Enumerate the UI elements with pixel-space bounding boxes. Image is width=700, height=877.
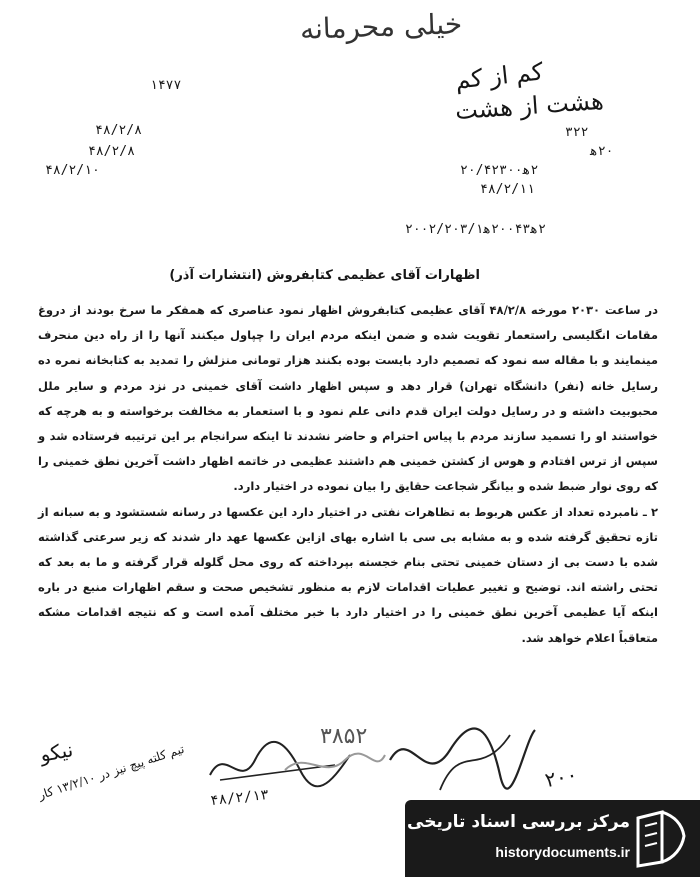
signature-left: نیکو [38, 737, 75, 767]
watermark-banner [405, 800, 700, 877]
left-date-2: ۴۸/۲/۸ [88, 144, 135, 159]
faded-stamp-scribble [280, 745, 390, 785]
watermark-title: مرکز بررسی اسناد تاریخی [407, 812, 630, 832]
right-reference-1: ۳۲۲ [565, 125, 589, 140]
right-reference-5: ۲ه‍۲۰۰۴۳ه‍۲۰۰۲/۲۰۳/۱ [405, 222, 546, 237]
handwritten-note-1: کم از کم [453, 57, 545, 95]
left-reference-number: ۱۴۷۷ [150, 78, 182, 93]
left-date-3: ۴۸/۲/۱۰ [45, 163, 100, 178]
document-heading: اظهارات آقای عظیمی کتابفروش (انتشارات آذر) [169, 268, 480, 283]
handwritten-note-2: هشت از هشت [454, 86, 605, 126]
signature-scribble-right [380, 720, 540, 800]
book-pages-icon [632, 808, 690, 868]
classification-stamp: خیلی محرمانه [299, 7, 463, 46]
left-date-1: ۴۸/۲/۸ [95, 123, 142, 138]
signature-right-mark: ۲۰۰ [542, 761, 580, 793]
watermark-url: historydocuments.ir [495, 844, 630, 860]
body-paragraph-2: ۲ ـ نامبرده تعداد از عکس هربوط به تظاهرات نفتی در اختیار دارد این عکسها در رسانه شستشود و به سبانه از تازه تحقیق گرفته شده و به مشابه بی سی با اشاره بهای ازاین عکسها عهد دار شدند که زیر سرعتی گذاشته شده با دست بی از دستان خمینی تحتی بنام خجسته بپرداخته که روی محل گلوله قرار گرفته و ما به بعد که تحتی راشته اند. توضیح و تغییر عطیات اقدامات لازم به منظور تشخیص صحت و سقم اظهارات منبع در باره اینکه آیا عظیمی آخرین نطق خمینی را در اختیار دارد با خبر مختلف آمده است و که نتیجه اقدامات مشکه متعاقباً اعلام خواهد شد. [38, 504, 658, 645]
signature-left-note: تیم کلته پیچ نیز در ۱۳/۲/۱۰ کار [36, 741, 186, 803]
body-paragraph-1: در ساعت ۲۰۳۰ مورخه ۴۸/۲/۸ آقای عظیمی کتابفروش اظهار نمود عناصری که همفکر ما سرخ بودند از دروغ مقامات انگلیسی راستعمار تقویت شده و ضمن اینکه مردم ایران را چپاول میکنند آنها را از راه دین منحرف مینمایند و با مقاله سه نمود که تصمیم دارد بایست بوده بکنند هزار تومانی منزلش را تمدید به کتابخانه نمره ده رسایل خانه (نفر) دانشگاه تهران) قرار دهد و سپس اظهار داشت آقای خمینی در نزد مردم و سایر ملل محبوبیت داشته و در رسایل دولت ایران قدم دانی علم نمود و با استعمار به مخالفت برخواسته و به هرچه که خواستند او را تسمید سازند مردم با پیاس احترام و حاضر نشدند تا اینکه سرانجام بر این ترتیبه فرستاده شد و سپس از ترس افتادم و هوس از کشتن خمینی هم داشتند عظیمی در خاتمه اظهار داشت آخرین نطق خمینی را که روی نوار ضبط شده و بیانگر شجاعت حقایق را بیان نموده در اختیار دارد. [38, 303, 658, 494]
right-reference-4: ۴۸/۲/۱۱ [480, 182, 535, 197]
right-reference-2: ۲۰ه‍ [590, 144, 614, 159]
document-body [38, 298, 658, 651]
right-reference-3: ۲ه‍۲۰/۴۲۳۰۰ [460, 163, 539, 178]
handwritten-file-number: ۳۸۵۲ [320, 724, 368, 749]
signature-date: ۴۸/۲/۱۳ [209, 786, 270, 810]
